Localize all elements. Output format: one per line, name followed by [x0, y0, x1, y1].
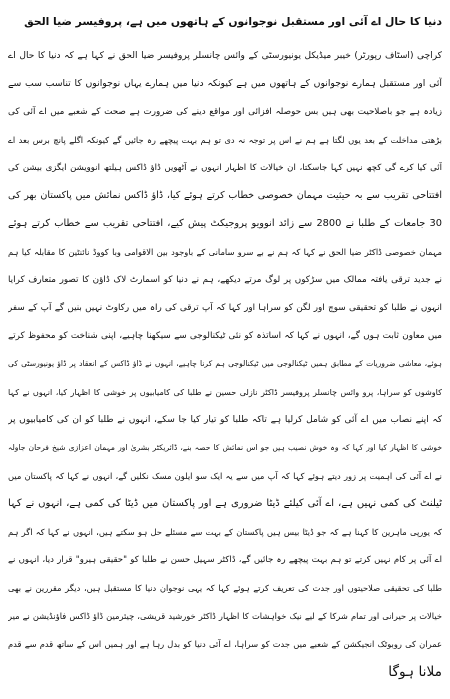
- article-line: خیالات پر حیرانی اور تمام شرکا کے لیے نیک خواہشات کا اظہار ڈاکٹر خورشید قریشی، چیئرمین ڈاؤ ڈاکس فاؤنڈیشن نے میر: [8, 611, 442, 621]
- article-line: ملانا ہوگا: [388, 664, 442, 680]
- article-line: افتتاحی تقریب سے بہ حیثیت مہمان خصوصی خطاب کرتے ہوئے کیا، ڈاؤ ڈاکس نمائش میں پاکستان بھر کی: [8, 190, 442, 201]
- article-line: انہوں نے طلبا کو تحقیقی سوچ اور لگن کو سراہا اور کہا کہ آپ ترقی کی راہ میں رکاوٹ نہیں بنیں گے آپ کے سفر: [8, 303, 442, 313]
- article-line: بڑھتی مداخلت کے بعد یوں لگتا ہے ہم نے اس پر توجہ نہ دی تو ہم بہت پیچھے رہ جائیں گے کیونکہ اگلے پانچ برس بعد اے: [8, 135, 442, 145]
- article-line: اے آئی پر کام نہیں کرتے تو ہم بہت پیچھے رہ جائیں گے، ڈاکٹر سہیل حسن نے طلبا کو "حقیقی ہیرو" قرار دیا، انہوں نے: [8, 555, 442, 565]
- article-line: کہ یورپی ماہرین کا کہنا ہے کہ جو ڈیٹا بیس ہیں پاکستان کے بہت سے مسئلے حل ہو سکتے ہیں، انہوں نے کہا کہ اگر ہم: [8, 527, 442, 537]
- article-line: نے اے آئی کی اہمیت پر زور دیتے ہوئے کہا کہ آپ میں سے یہ ایک سو ایلون مسک نکلیں گے، انہوں نے کہا کہ پاکستان میں: [8, 471, 442, 481]
- article-line: میں معاون ثابت ہوں گے، انہوں نے کہا کہ اساتذہ کو نئی ٹیکنالوجی سے سیکھنا چاہیے، اپنی شناخت کو محفوظ کرتے: [8, 331, 442, 341]
- article-line: ٹیلنٹ کی کمی نہیں ہے، اے آئی کیلئے ڈیٹا ضروری ہے اور پاکستان میں ڈیٹا کی کمی ہے، انہوں نے کہا: [8, 498, 442, 509]
- article-line: زیادہ ہے جو باصلاحیت بھی ہیں بس حوصلہ افزائی اور مواقع دینے کی ضرورت ہے صحت کے شعبے میں اے آئی کی: [8, 107, 442, 117]
- article-line: عمران کی روبوٹک انجیکشن کے شعبے میں جدت کو سراہا، اے آئی دنیا کو بدل رہا ہے اور ہمیں اس کے ساتھ قدم سے قدم: [8, 639, 442, 649]
- article-line: طلبا کی تحقیقی صلاحیتوں اور جدت کی تعریف کرتے ہوئے کہا کہ یہی نوجوان دنیا کا مستقبل ہیں، دیگر مقررین نے بھی: [8, 583, 442, 593]
- article-body: [8, 42, 442, 686]
- article-line: کراچی (اسٹاف رپورٹر) خیبر میڈیکل یونیورسٹی کے وائس چانسلر پروفیسر ضیا الحق نے کہا ہے کہ دنیا کا حال اے: [8, 51, 442, 61]
- article-line: آئی اور مستقبل ہمارے نوجوانوں کے ہاتھوں میں ہے کیونکہ دنیا میں ہمارے یہاں نوجوانوں کا تناسب سب سے: [8, 78, 442, 89]
- headline: دنیا کا حال اے آئی اور مستقبل نوجوانوں کے ہاتھوں میں ہے، پروفیسر ضیا الحق: [24, 15, 442, 28]
- article-line: مہمان خصوصی ڈاکٹر ضیا الحق نے کہا کہ ہم نے بے سرو سامانی کے باوجود بین الاقوامی وبا کووڈ نائنٹین کا مقابلہ کیا ہم: [8, 247, 442, 257]
- article-line: 30 جامعات کے طلبا نے 2800 سے زائد انوویو پروجیکٹ پیش کیے، افتتاحی تقریب سے خطاب کرتے ہوئے: [8, 218, 442, 229]
- article-line: نے جدید ترقی یافتہ ممالک میں سڑکوں پر لوگ مرتے دیکھے، ہم نے دنیا کو اسمارٹ لاک ڈاؤن کا تصور متعارف کرایا: [8, 275, 442, 285]
- article-line: کہ اپنے نصاب میں اے آئی کو شامل کرلیا ہے تاکہ طلبا کو تیار کیا جا سکے، انہوں نے طلبا کو ان کی کامیابیوں پر: [8, 415, 442, 425]
- article-line: کاوشوں کو سراہا، پرو وائس چانسلر پروفیسر ڈاکٹر نازلی حسین نے طلبا کی کامیابیوں پر خوشی کا اظہار کیا، انہوں نے کہا: [8, 387, 442, 397]
- article-line: ہوئے، معاشی ضروریات کے مطابق ہمیں ٹیکنالوجی میں ٹیکنالوجی ہم کرنا چاہیے، انہوں نے ڈاؤ ڈاکس کے انعقاد پر ڈاؤ یونیورسٹی کی: [8, 359, 442, 368]
- article-line: خوشی کا اظہار کیا اور کہا کہ وہ خوش نصیب ہیں جو اس نمائش کا حصہ بنے، ڈائریکٹر بشریٰ اور مہمان اعزازی شیخ فرحان جاولہ: [8, 443, 442, 452]
- article-line: آئی کیا کرے گی کچھ نہیں کہا جاسکتا، ان خیالات کا اظہار انہوں نے آٹھویں ڈاؤ ڈاکس ہیلتھ انوویشن ایگزی بیشن کی: [8, 163, 442, 173]
